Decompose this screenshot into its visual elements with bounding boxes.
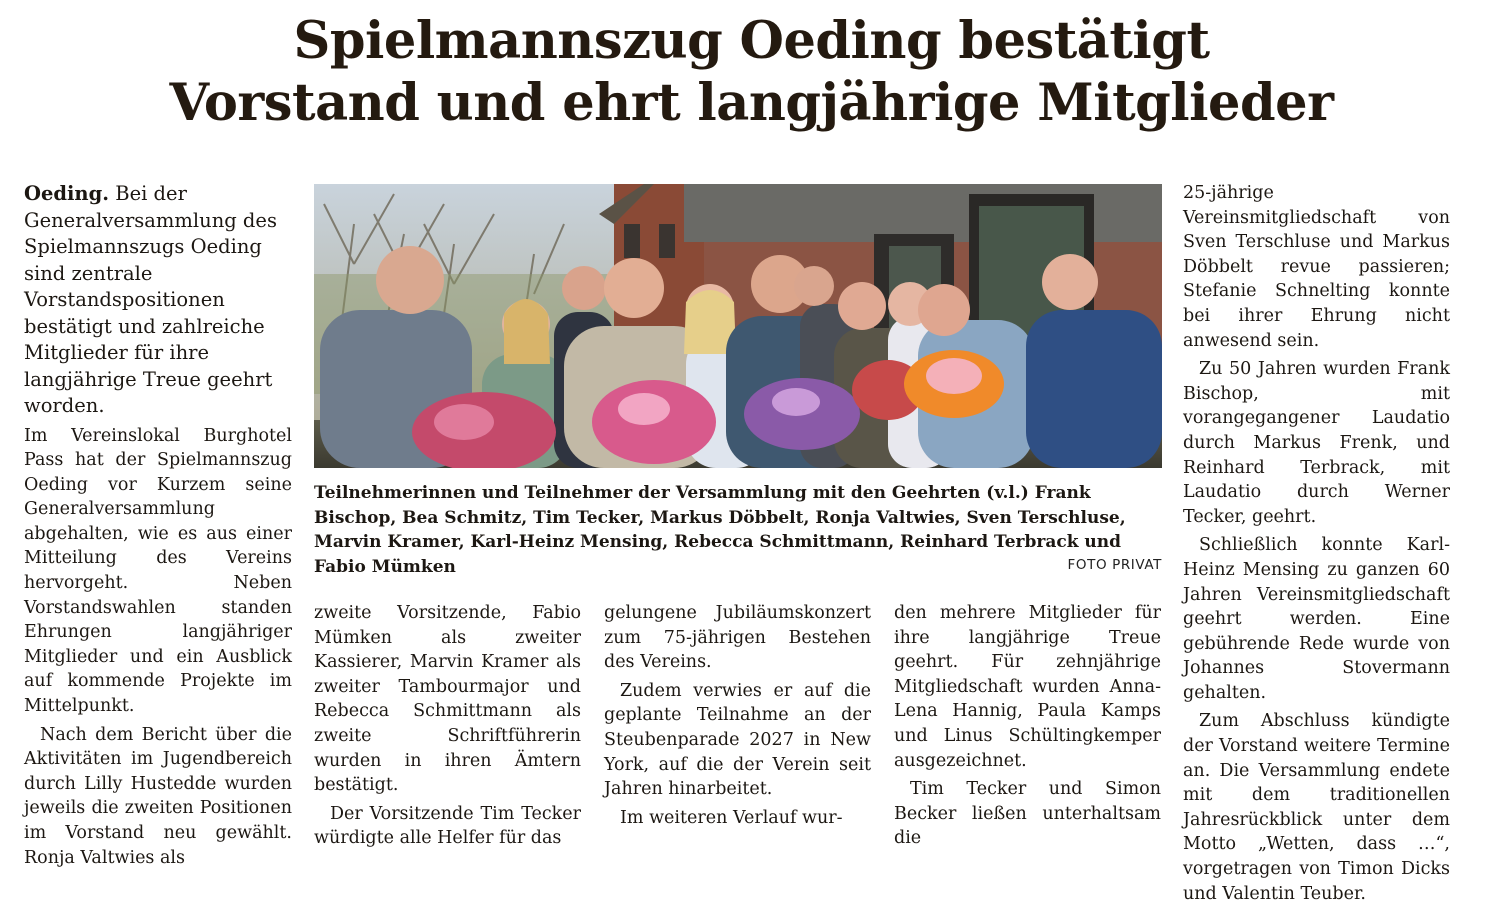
headline	[0, 10, 1503, 134]
body-paragraph: Zum Abschluss kündigte der Vorstand weitere Termine an. Die Versammlung endete mit dem traditionellen Jahresrückblick unter dem Motto „Wetten, dass …“, vorgetragen von Timon Dicks und Valentin Teuber.	[1183, 711, 1450, 904]
body-paragraph: Zudem verwies er auf die geplante Teilnahme an der Steubenparade 2027 in New York, auf die der Verein seit Jahren hinarbeitet.	[604, 680, 871, 800]
body-paragraph: Im Vereinslokal Burghotel Pass hat der Spielmannszug Oeding vor Kurzem seine Generalversammlung abgehalten, wie es aus einer Mitteilung des Vereins hervorgeht. Neben Vorstandswahlen standen Ehrungen langjähriger Mitglieder und ein Ausblick auf kommende Projekte im Mittelpunkt.	[24, 425, 292, 717]
headline-line-2: Vorstand und ehrt langjährige Mitglieder	[169, 73, 1334, 133]
headline-line-1: Spielmannszug Oeding bestätigt	[293, 11, 1210, 71]
column-5	[1183, 181, 1450, 910]
body-paragraph: 25-jährige Vereinsmitgliedschaft von Sven Terschluse und Markus Döbbelt revue passieren; Stefanie Schnelting konnte bei ihrer Ehrung nicht anwesend sein.	[1183, 183, 1450, 351]
body-paragraph: gelungene Jubiläumskonzert zum 75-jährigen Bestehen des Vereins.	[604, 603, 871, 673]
body-paragraph: Der Vorsitzende Tim Tecker würdigte alle Helfer für das	[314, 803, 581, 849]
photo-caption: Teilnehmerinnen und Teilnehmer der Versammlung mit den Geehrten (v.l.) Frank Bischop, Bea Schmitz, Tim Tecker, Markus Döbbelt, Ronja Valtwies, Sven Terschluse, Marvin Kramer, Karl-Heinz Mensing, Rebecca Schmittmann, Reinhard Terbrack und Fabio Mümken	[314, 483, 1126, 577]
body-paragraph: Im weiteren Verlauf wur-	[620, 807, 843, 828]
photo-credit: FOTO PRIVAT	[1067, 557, 1162, 573]
body-paragraph: zweite Vorsitzende, Fabio Mümken als zweiter Kassierer, Marvin Kramer als zweiter Tambourmajor und Rebecca Schmittmann als zweite Schriftführerin wurden in ihren Ämtern bestätigt.	[314, 603, 581, 796]
body-paragraph: Nach dem Bericht über die Aktivitäten im Jugendbereich durch Lilly Hustedde wurden jeweils die zweiten Positionen im Vorstand neu gewählt. Ronja Valtwies als	[24, 724, 292, 868]
column-4	[894, 601, 1161, 855]
body-paragraph: den mehrere Mitglieder für ihre langjährige Treue geehrt. Für zehnjährige Mitgliedschaft wurden Anna-Lena Hannig, Paula Kamps und Linus Schültingkemper ausgezeichnet.	[894, 603, 1161, 771]
body-paragraph: Tim Tecker und Simon Becker ließen unterhaltsam die	[894, 779, 1161, 849]
group-photo	[314, 184, 1162, 468]
body-paragraph: Zu 50 Jahren wurden Frank Bischop, mit vorangegangener Laudatio durch Markus Frenk, und Reinhard Terbrack, mit Laudatio durch Werner Tecker, geehrt.	[1183, 359, 1450, 527]
lead-paragraph	[24, 181, 292, 420]
column-3	[604, 601, 871, 834]
column-1	[24, 181, 292, 874]
body-paragraph: Schließlich konnte Karl-Heinz Mensing zu ganzen 60 Jahren Vereinsmitgliedschaft geehrt werden. Eine gebührende Rede wurde von Johannes Stovermann gehalten.	[1183, 535, 1450, 703]
column-2	[314, 601, 581, 855]
dateline: Oeding.	[24, 182, 110, 205]
lead-text: Bei der Generalversammlung des Spielmannszugs Oeding sind zentrale Vorstandspositionen bestätigt und zahlreiche Mitglieder für ihre langjährige Treue geehrt worden.	[24, 182, 277, 417]
